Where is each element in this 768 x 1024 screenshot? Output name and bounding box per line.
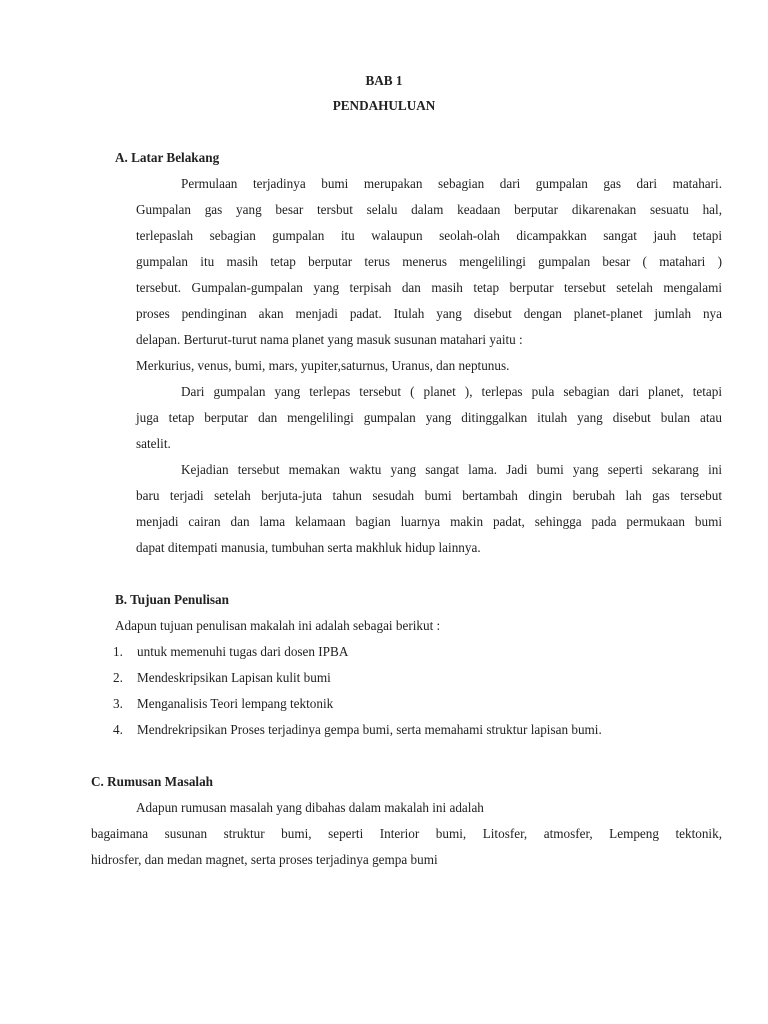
paragraph-line: bagaimana susunan struktur bumi, seperti Interior bumi, Litosfer, atmosfer, Lempeng tektonik, <box>91 826 722 841</box>
list-item-number: 1. <box>113 644 123 659</box>
list-item-text: untuk memenuhi tugas dari dosen IPBA <box>137 644 349 659</box>
list-item-text: Menganalisis Teori lempang tektonik <box>137 696 334 711</box>
paragraph-line: delapan. Berturut-turut nama planet yang masuk susunan matahari yaitu : <box>136 332 523 347</box>
paragraph-line: menjadi cairan dan lama kelamaan bagian luarnya makin padat, sehingga pada permukaan bumi <box>136 514 722 529</box>
paragraph-line: Gumpalan gas yang besar tersbut selalu dalam keadaan berputar dikarenakan sesuatu hal, <box>136 202 722 217</box>
paragraph-line: Dari gumpalan yang terlepas tersebut ( planet ), terlepas pula sebagian dari planet, tetapi <box>181 384 722 399</box>
paragraph-line: gumpalan itu masih tetap berputar terus menerus mengelilingi gumpalan besar ( matahari ) <box>136 254 722 269</box>
paragraph-line: proses pendinginan akan menjadi padat. Itulah yang disebut dengan planet-planet jumlah nya <box>136 306 722 321</box>
paragraph-line: baru terjadi setelah berjuta-juta tahun sesudah bumi bertambah dingin berubah lah gas tersebut <box>136 488 722 503</box>
paragraph-line: juga tetap berputar dan mengelilingi gumpalan yang ditinggalkan itulah yang disebut bulan atau <box>136 410 722 425</box>
list-item-number: 2. <box>113 670 123 685</box>
section-a-heading: A. Latar Belakang <box>115 150 220 165</box>
chapter-title: BAB 1 <box>365 73 403 88</box>
list-item-number: 3. <box>113 696 123 711</box>
list-item-number: 4. <box>113 722 123 737</box>
section-b-heading: B. Tujuan Penulisan <box>115 592 229 607</box>
paragraph-line: Adapun rumusan masalah yang dibahas dalam makalah ini adalah <box>136 800 484 815</box>
planet-list-line: Merkurius, venus, bumi, mars, yupiter,saturnus, Uranus, dan neptunus. <box>136 358 510 373</box>
paragraph-line: terlepaslah sebagian gumpalan itu walaupun seolah-olah dicampakkan sangat jauh tetapi <box>136 228 722 243</box>
paragraph-line: Kejadian tersebut memakan waktu yang sangat lama. Jadi bumi yang seperti sekarang ini <box>181 462 722 477</box>
list-item-text: Mendrekripsikan Proses terjadinya gempa bumi, serta memahami struktur lapisan bumi. <box>137 722 602 737</box>
paragraph-line: hidrosfer, dan medan magnet, serta proses terjadinya gempa bumi <box>91 852 438 867</box>
section-b-intro: Adapun tujuan penulisan makalah ini adalah sebagai berikut : <box>115 618 441 633</box>
paragraph-line: dapat ditempati manusia, tumbuhan serta makhluk hidup lainnya. <box>136 540 481 555</box>
paragraph-line: tersebut. Gumpalan-gumpalan yang terpisah dan masih tetap berputar tersebut setelah mengalami <box>136 280 722 295</box>
section-c-heading: C. Rumusan Masalah <box>91 774 214 789</box>
list-item-text: Mendeskripsikan Lapisan kulit bumi <box>137 670 331 685</box>
paragraph-line: Permulaan terjadinya bumi merupakan sebagian dari gumpalan gas dari matahari. <box>181 176 722 191</box>
paragraph-line: satelit. <box>136 436 171 451</box>
chapter-subtitle: PENDAHULUAN <box>332 98 436 113</box>
